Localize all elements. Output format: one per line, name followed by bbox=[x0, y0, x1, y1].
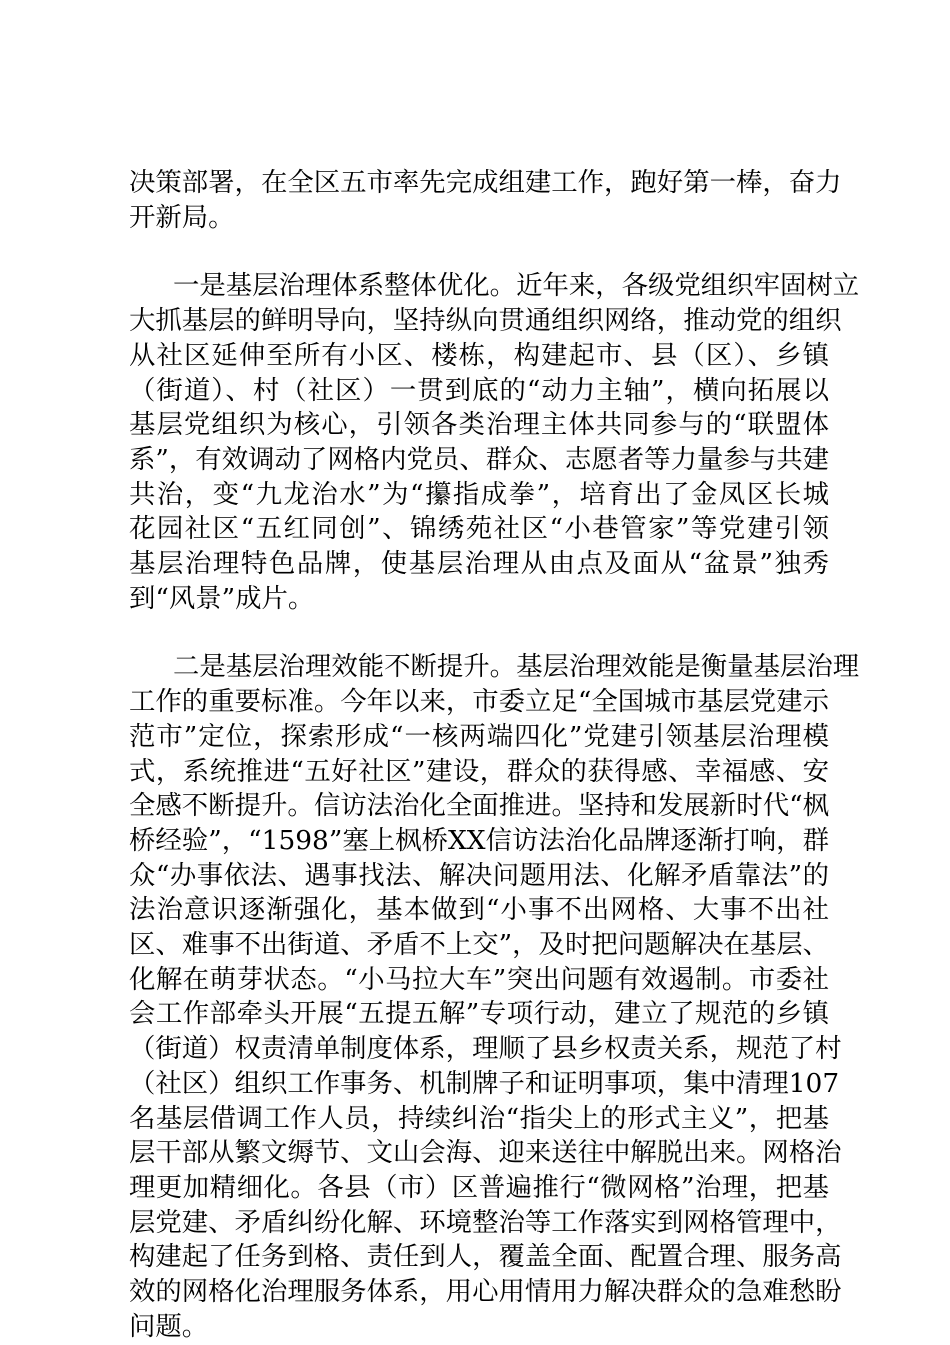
text-line: 桥经验”，“1598”塞上枫桥XX信访法治化品牌逐渐打响，群 bbox=[129, 824, 829, 856]
text-line: 决策部署，在全区五市率先完成组建工作，跑好第一棒，奋力 bbox=[129, 167, 842, 198]
paragraph-spacer bbox=[129, 235, 829, 269]
text-line: 效的网格化治理服务体系，用心用情用力解决群众的急难愁盼 bbox=[129, 1276, 842, 1308]
document-body bbox=[129, 166, 860, 1345]
text-line: 开新局。 bbox=[129, 201, 235, 233]
text-line: （街道）权责清单制度体系，理顺了县乡权责关系，规范了村 bbox=[129, 1033, 842, 1065]
text-line: 花园社区“五红同创”、锦绣苑社区“小巷管家”等党建引领 bbox=[129, 513, 829, 545]
text-line: 法治意识逐渐强化，基本做到“小事不出网格、大事不出社 bbox=[129, 894, 829, 926]
text-line: 众“办事依法、遇事找法、解决问题用法、化解矛盾靠法”的 bbox=[129, 859, 829, 891]
text-line: 工作的重要标准。今年以来，市委立足“全国城市基层党建示 bbox=[129, 686, 829, 718]
text-line: 名基层借调工作人员，持续纠治“指尖上的形式主义”，把基 bbox=[129, 1102, 829, 1134]
text-line: 从社区延伸至所有小区、楼栋，构建起市、县（区）、乡镇 bbox=[129, 339, 829, 371]
paragraph-3 bbox=[129, 650, 860, 1344]
text-line: 理更加精细化。各县（市）区普遍推行“微网格”治理，把基 bbox=[129, 1171, 829, 1203]
text-line: 化解在萌芽状态。“小马拉大车”突出问题有效遏制。市委社 bbox=[129, 963, 829, 995]
text-line: 构建起了任务到格、责任到人，覆盖全面、配置合理、服务高 bbox=[129, 1241, 842, 1273]
text-line: 基层治理特色品牌，使基层治理从由点及面从“盆景”独秀 bbox=[129, 548, 829, 580]
text-line: 范市”定位，探索形成“一核两端四化”党建引领基层治理模 bbox=[129, 720, 829, 752]
paragraph-1 bbox=[129, 166, 842, 235]
text-line: 二是基层治理效能不断提升。基层治理效能是衡量基层治理 bbox=[173, 651, 860, 683]
text-line: 基层党组织为核心，引领各类治理主体共同参与的“联盟体 bbox=[129, 409, 829, 441]
text-line: 大抓基层的鲜明导向，坚持纵向贯通组织网络，推动党的组织 bbox=[129, 305, 842, 337]
text-line: 层干部从繁文缛节、文山会海、迎来送往中解脱出来。网格治 bbox=[129, 1137, 842, 1169]
paragraph-spacer bbox=[129, 616, 829, 650]
text-line: 共治，变“九龙治水”为“攥指成拳”，培育出了金凤区长城 bbox=[129, 478, 829, 510]
text-line: 会工作部牵头开展“五提五解”专项行动，建立了规范的乡镇 bbox=[129, 998, 829, 1030]
text-line: 式，系统推进“五好社区”建设，群众的获得感、幸福感、安 bbox=[129, 755, 829, 787]
text-line: （街道）、村（社区）一贯到底的“动力主轴”，横向拓展以 bbox=[129, 374, 829, 406]
text-line: 问题。 bbox=[129, 1310, 209, 1342]
text-line: 区、难事不出街道、矛盾不上交”，及时把问题解决在基层、 bbox=[129, 929, 829, 961]
paragraph-2 bbox=[129, 269, 860, 616]
text-line: 一是基层治理体系整体优化。近年来，各级党组织牢固树立 bbox=[173, 270, 860, 302]
text-line: 系”，有效调动了网格内党员、群众、志愿者等力量参与共建 bbox=[129, 443, 829, 475]
text-line: （社区）组织工作事务、机制牌子和证明事项，集中清理107 bbox=[129, 1067, 840, 1099]
text-line: 到“风景”成片。 bbox=[129, 582, 315, 614]
text-line: 层党建、矛盾纠纷化解、环境整治等工作落实到网格管理中， bbox=[129, 1206, 842, 1238]
text-line: 全感不断提升。信访法治化全面推进。坚持和发展新时代“枫 bbox=[129, 790, 829, 822]
